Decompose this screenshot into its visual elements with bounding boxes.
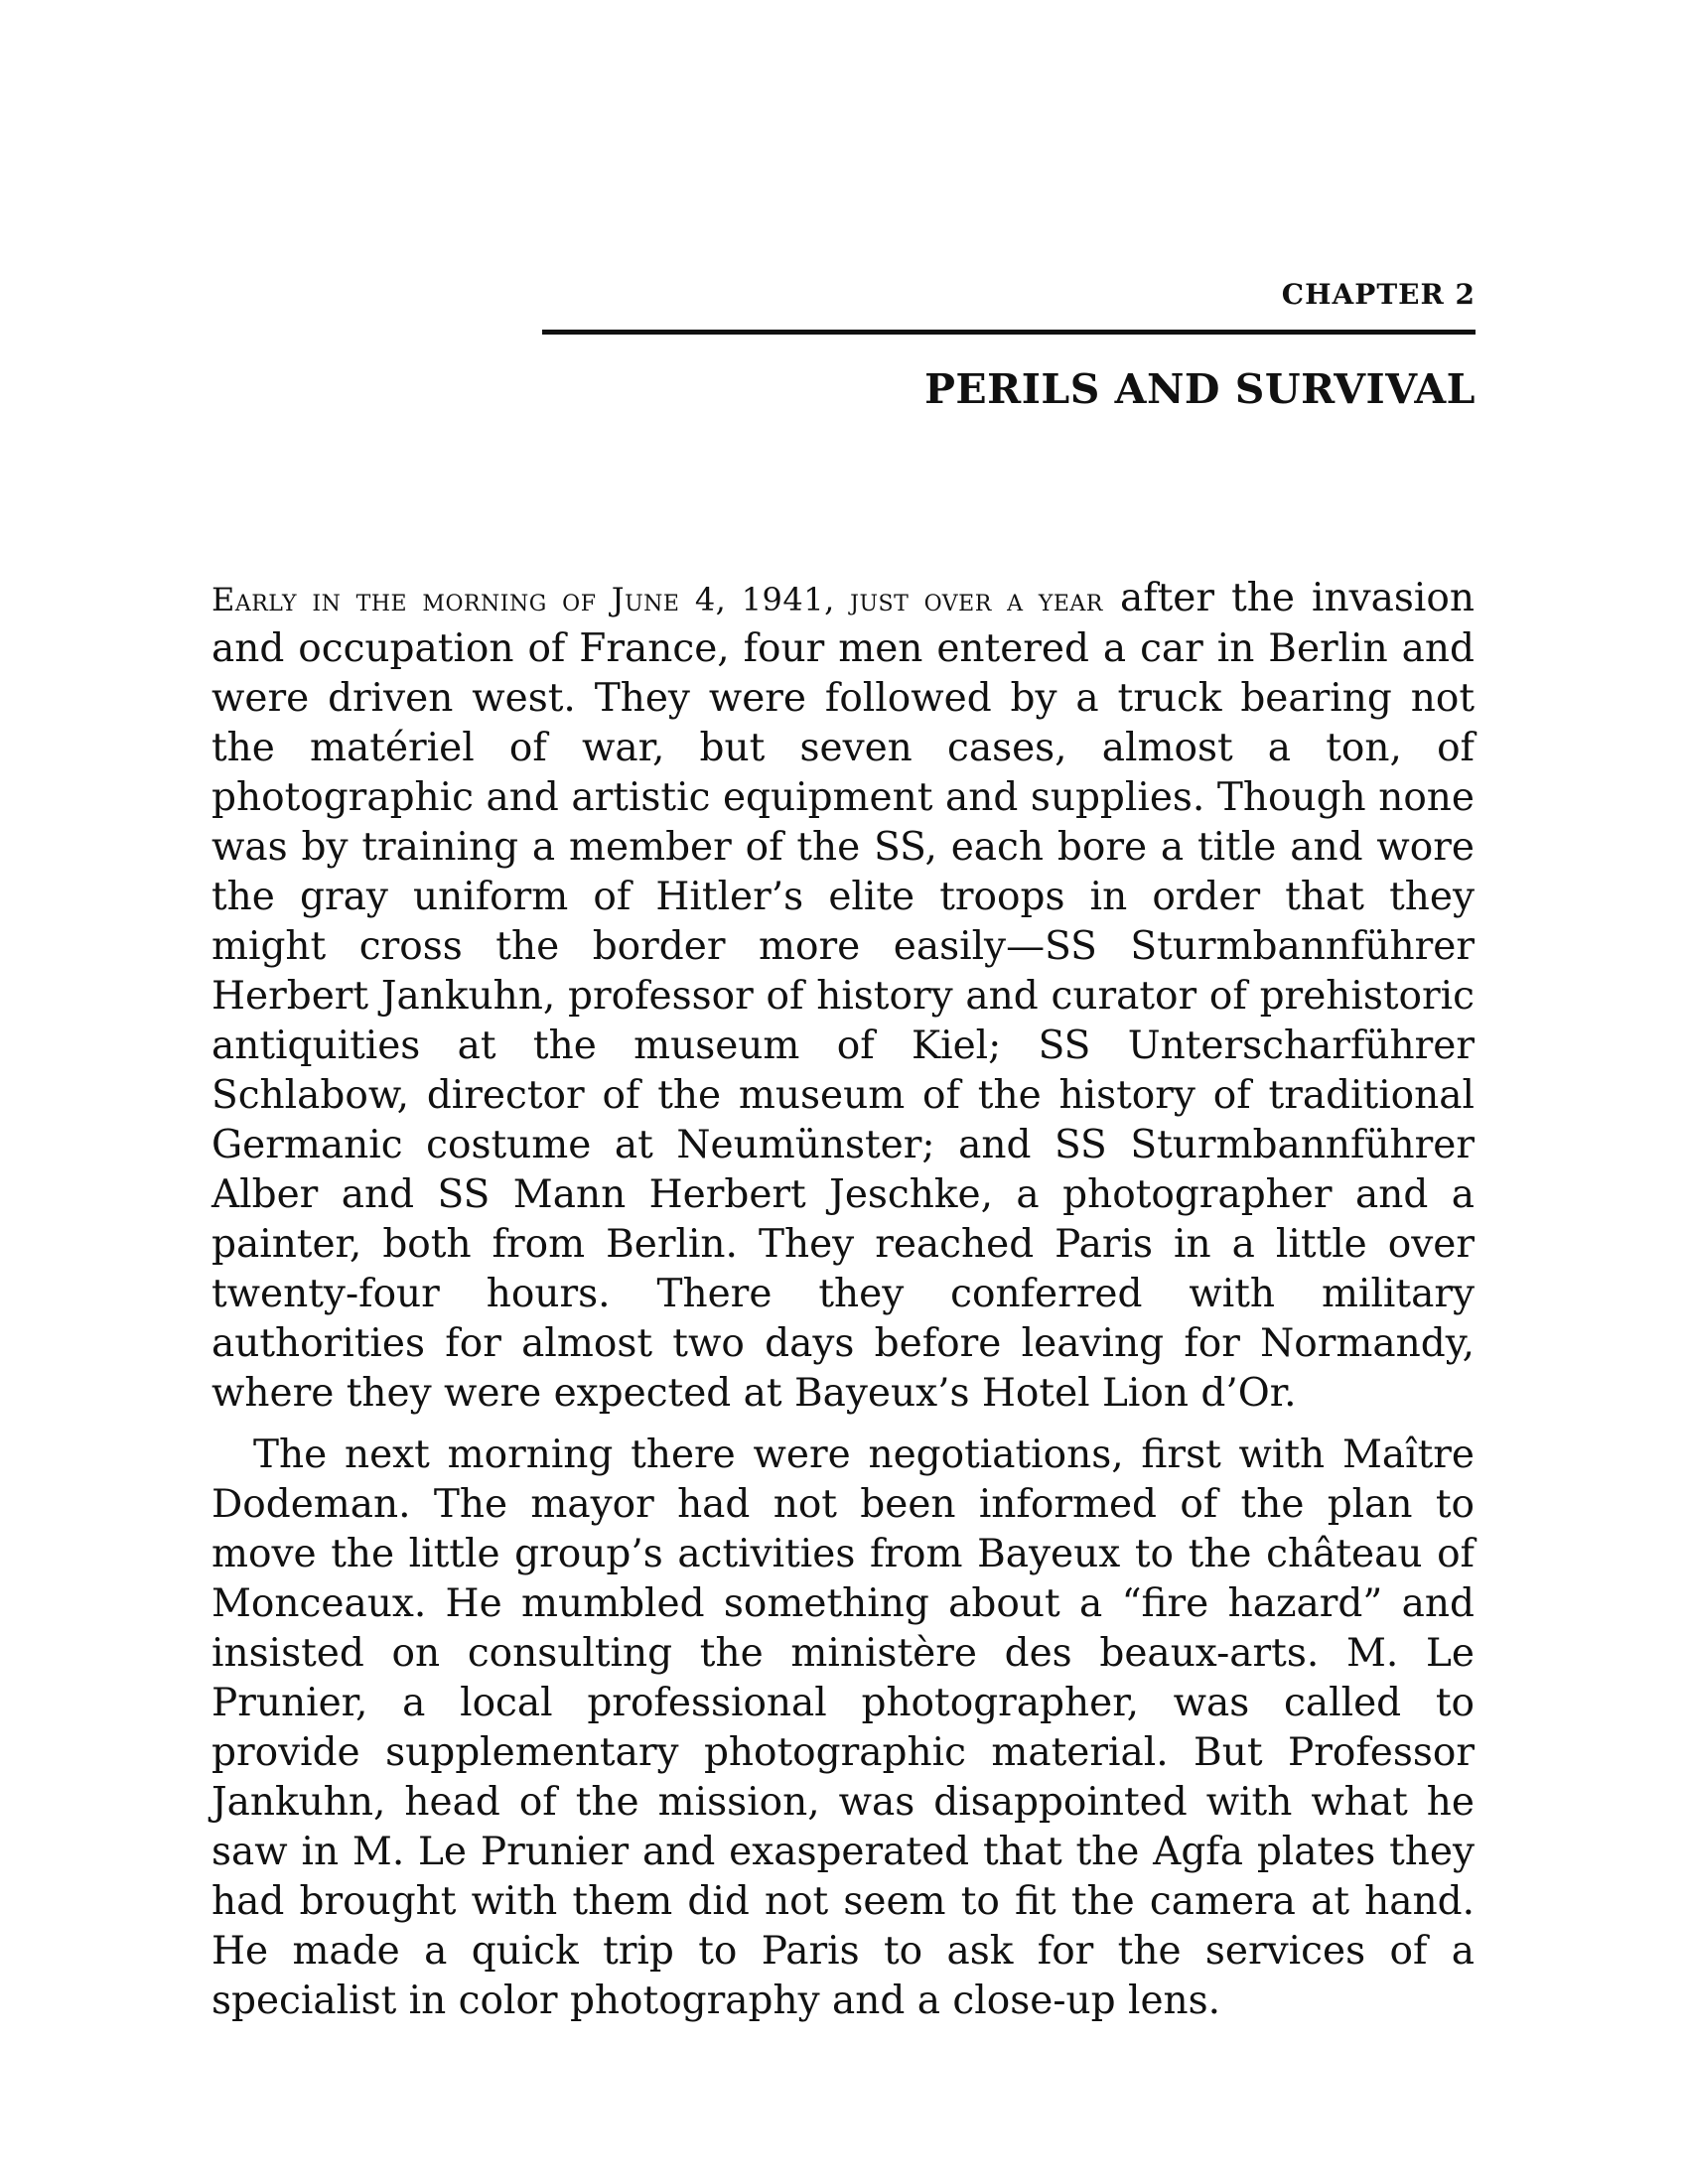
chapter-label: CHAPTER 2	[1281, 278, 1476, 311]
paragraph-lead-in: Early in the morning of June 4, 1941, just over a year	[211, 581, 1103, 618]
chapter-rule	[542, 330, 1476, 335]
paragraph-text: The next morning there were negotiations, first with Maître Dodeman. The mayor had not been informed of the plan to move the little group’s activities from Bayeux to the château of Monceaux. He mumbled something about a “fire hazard” and insisted on consulting the ministère des beaux-arts. M. Le Prunier, a local professional photographer, was called to provide supplementary photographic material. But Professor Jankuhn, head of the mission, was disappointed with what he saw in M. Le Prunier and exasperated that the Agfa plates they had brought with them did not seem to fit the camera at hand. He made a quick trip to Paris to ask for the services of a specialist in color photography and a close-up lens.	[211, 1433, 1475, 2023]
paragraph	[211, 1431, 1475, 2026]
chapter-body	[211, 574, 1475, 2026]
chapter-title: PERILS AND SURVIVAL	[924, 365, 1476, 413]
paragraph	[211, 574, 1475, 1419]
paragraph-text: after the invasion and occupation of France, four men entered a car in Berlin and were driven west. They were followed by a truck bearing not the matériel of war, but seven cases, almost a ton, of photographic and artistic equipment and supplies. Though none was by training a member of the SS, each bore a title and wore the gray uniform of Hitler’s elite troops in order that they might cross the border more easily—SS Sturmbannführer Herbert Jankuhn, professor of history and curator of prehistoric antiquities at the museum of Kiel; SS Unterscharführer Schlabow, director of the museum of the history of traditional Germanic costume at Neumünster; and SS Sturmbannführer Alber and SS Mann Herbert Jeschke, a photographer and a painter, both from Berlin. They reached Paris in a little over twenty-four hours. There they conferred with military authorities for almost two days before leaving for Normandy, where they were expected at Bayeux’s Hotel Lion d’Or.	[211, 576, 1475, 1416]
